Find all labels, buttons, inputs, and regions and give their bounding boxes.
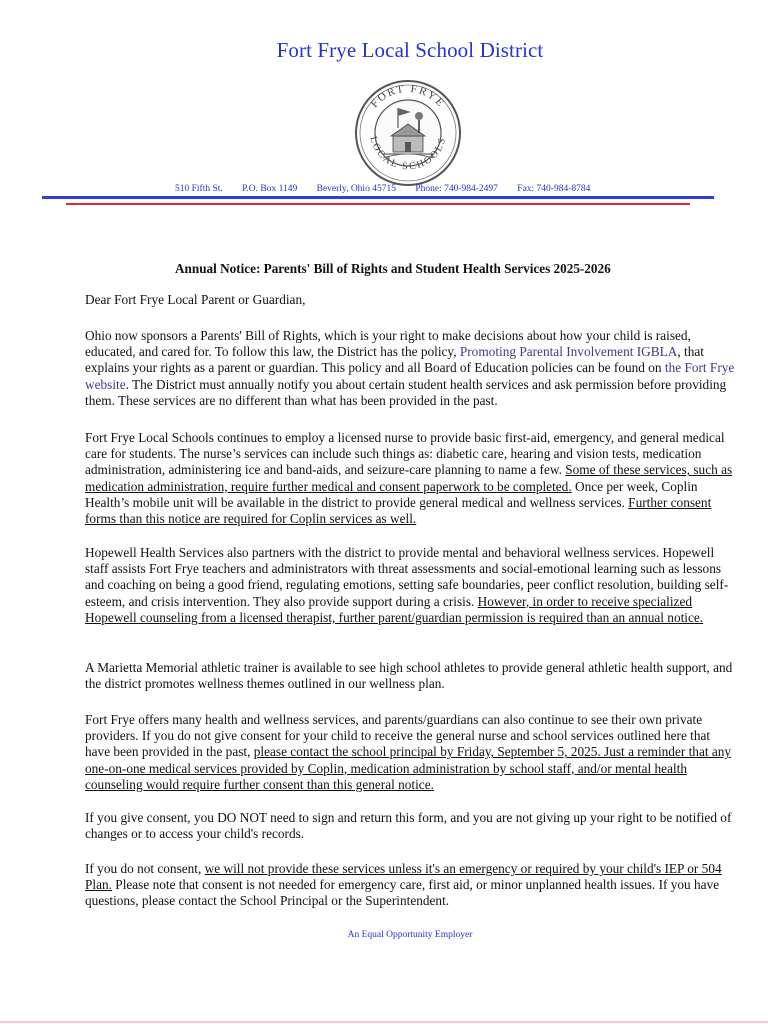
p2-text-a: Fort Frye Local Schools continues to employ a licensed nurse to provide basic first-aid, emergency, and general medical care for students. The nurse’s services can include such things as: diabetic care, hearing and vision tests, medication administration, administering ice and band-aids, and seizure-care planning to name a few. [85, 430, 725, 478]
p5-text-a: Fort Frye offers many health and wellness services, and parents/guardians can also continue to see their own private providers. If you do not give consent for your child to receive the general nurse and school services outlined here that have been provided in the past, [85, 712, 711, 760]
website-link[interactable]: the Fort Frye website [85, 360, 735, 392]
district-seal-logo [353, 78, 463, 188]
paragraph-give-consent: If you give consent, you DO NOT need to sign and return this form, and you are not giving up your right to be notified of changes or to access your child's records. [85, 810, 732, 842]
p7-text-b: Please note that consent is not needed for emergency care, first aid, or minor unplanned health issues. If you have questions, please contact the School Principal or the Superintendent. [85, 877, 720, 909]
footer-equal-opportunity: An Equal Opportunity Employer [347, 930, 473, 940]
p1-text-c: . The District must annually notify you about certain student health services and ask permission before providing them. These services are no different than what has been provided in the past. [85, 376, 727, 408]
contact-city: Beverly, Ohio 45715 [316, 184, 396, 194]
p3-underlined-1: However, in order to receive specialized Hopewell counseling from a licensed therapist, further parent/guardian permission is required than an annual notice. [85, 593, 704, 625]
salutation: Dear Fort Frye Local Parent or Guardian, [85, 292, 306, 307]
header-divider-red [66, 203, 690, 205]
paragraph-no-consent [85, 861, 735, 910]
p1-text-b: , that explains your rights as a parent or guardian. This policy and all Board of Education policies can be found on [85, 344, 704, 376]
p7-text-a: If you do not consent, [85, 861, 205, 876]
p3-text-a: Hopewell Health Services also partners with the district to provide mental and behavioral wellness services. Hopewell staff assists Fort Frye teachers and administrators with threat assessments and social-emotional learning such as lessons and coaching on being a good friend, regulating emotions, setting safe boundaries, peer conflict resolution, building self-esteem, and crisis intervention. They also provide support during a crisis. [85, 545, 729, 609]
page-bottom-edge [0, 1021, 768, 1023]
p7-underlined-1: we will not provide these services unless it's an emergency or required by your child's IEP or 504 Plan. [85, 861, 722, 893]
paragraph-consent-contact [85, 712, 735, 793]
contact-address: 510 Fifth St. [175, 184, 223, 194]
contact-fax: Fax: 740-984-8784 [517, 184, 591, 194]
p1-text-a: Ohio now sponsors a Parents' Bill of Rights, which is your right to make decisions about how your child is raised, educated, and cared for. To follow this law, the District has the policy, [85, 328, 691, 360]
paragraph-parents-bill [85, 328, 735, 409]
seal-text-bottom: LOCAL SCHOOLS [367, 135, 449, 173]
contact-phone: Phone: 740-984-2497 [415, 184, 498, 194]
district-title: Fort Frye Local School District [276, 38, 544, 62]
p2-underlined-2: Further consent forms than this notice are required for Coplin services as well. [85, 494, 712, 527]
header-divider-blue [42, 196, 714, 199]
seal-text-top: FORT FRYE [368, 82, 448, 111]
paragraph-nurse-services [85, 430, 735, 527]
policy-link[interactable]: Promoting Parental Involvement IGBLA [459, 344, 678, 360]
paragraph-athletic-trainer: A Marietta Memorial athletic trainer is available to see high school athletes to provide general athletic health support, and the district promotes wellness themes outlined in our wellness plan. [85, 660, 733, 692]
contact-line [175, 184, 635, 194]
p2-text-b: Once per week, Coplin Health’s mobile unit will be available in the district to provide general medical and wellness services. [85, 478, 698, 510]
p2-underlined-1: Some of these services, such as medication administration, require further medical and consent paperwork to be completed. [85, 462, 733, 494]
p5-underlined-1: please contact the school principal by Friday, September 5, 2025. Just a reminder that any one-on-one medical services provided by Coplin, medication administration by school staff, and/or mental health counseling would require further consent than this general notice. [85, 744, 732, 792]
contact-po-box: P.O. Box 1149 [242, 184, 298, 194]
paragraph-hopewell [85, 545, 735, 626]
notice-heading: Annual Notice: Parents' Bill of Rights and Student Health Services 2025-2026 [175, 261, 611, 276]
